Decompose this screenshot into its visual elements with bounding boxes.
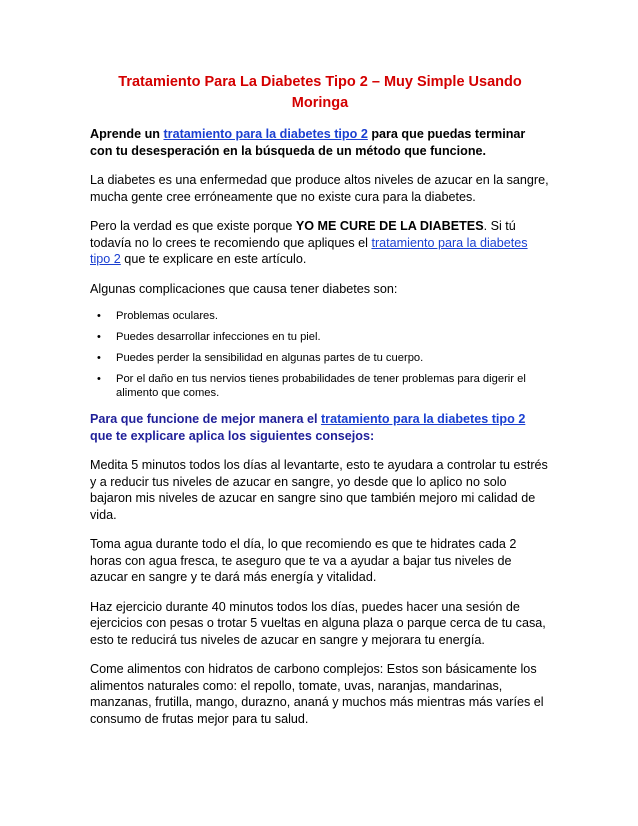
- tips-heading-after: que te explicare aplica los siguientes consejos:: [90, 428, 375, 443]
- cure-text-before: Pero la verdad es que existe porque: [90, 219, 296, 233]
- list-item-text: Puedes desarrollar infecciones en tu piel.: [116, 331, 321, 343]
- diabetes-definition-paragraph: La diabetes es una enfermedad que produce altos niveles de azucar en la sangre, mucha gente cree erróneamente que no existe cura para la diabetes.: [90, 173, 549, 204]
- list-item: [90, 309, 550, 323]
- tips-treatment-link[interactable]: tratamiento para la diabetes tipo 2: [320, 412, 526, 426]
- cure-text-middle: . Si tú todavía no lo crees te recomiendo que apliques el: [90, 219, 516, 250]
- document-page: [90, 72, 550, 740]
- complications-intro: Algunas complicaciones que causa tener diabetes son:: [90, 281, 398, 296]
- list-item-text: Problemas oculares.: [116, 310, 218, 322]
- list-item: [90, 372, 550, 400]
- intro-text-before: Aprende un: [90, 127, 164, 141]
- document-title: Tratamiento Para La Diabetes Tipo 2 – Muy Simple Usando Moringa: [118, 74, 522, 111]
- list-item-text: Puedes perder la sensibilidad en algunas partes de tu cuerpo.: [116, 352, 424, 364]
- tip-exercise-paragraph: Haz ejercicio durante 40 minutos todos los días, puedes hacer una sesión de ejercicios con pesas o trotar 5 vueltas en alguna plaza o parque cerca de tu casa, esto te reducirá tus niveles de azucar en sangre y mejorara tu energía.: [90, 599, 546, 647]
- bullet-icon: •: [97, 310, 101, 322]
- tip-food-paragraph: Come alimentos con hidratos de carbono complejos: Estos son básicamente los alimentos naturales como: el repollo, tomate, uvas, naranjas, mandarinas, manzanas, frutilla, mango, durazno, ananá y muchos más mientras más varíes el consumo de frutas mejor para tu salud.: [90, 662, 544, 726]
- bullet-icon: •: [97, 331, 101, 343]
- bullet-icon: •: [97, 352, 101, 364]
- intro-treatment-link[interactable]: tratamiento para la diabetes tipo 2: [163, 127, 368, 141]
- bullet-icon: •: [97, 373, 101, 385]
- list-item-text: Por el daño en tus nervios tienes probabilidades de tener problemas para digerir el alimento que comes.: [116, 373, 526, 399]
- list-item: [90, 330, 550, 344]
- intro-paragraph: [90, 126, 550, 159]
- intro-text-after: para que puedas terminar con tu desesperación en la búsqueda de un método que funcione.: [90, 127, 526, 158]
- cure-paragraph: [90, 218, 550, 268]
- cure-text-after: que te explicare en este artículo.: [120, 252, 307, 266]
- tips-heading: [90, 411, 550, 444]
- tip-meditate-paragraph: Medita 5 minutos todos los días al levantarte, esto te ayudara a controlar tu estrés y a reducir tus niveles de azucar en sangre, yo desde que lo aplico no solo bajaron mis niveles de azucar en sangre sino que también mejoro mi calidad de vida.: [90, 458, 548, 522]
- cure-treatment-link[interactable]: tratamiento para la diabetes tipo 2: [90, 235, 528, 266]
- cure-bold-statement: YO ME CURE DE LA DIABETES: [295, 219, 484, 233]
- tips-heading-before: Para que funcione de mejor manera el: [90, 412, 321, 426]
- tip-water-paragraph: Toma agua durante todo el día, lo que recomiendo es que te hidrates cada 2 horas con agua fresca, te aseguro que te va a ayudar a bajar tus niveles de azucar en sangre y te dará más energía y vitalidad.: [90, 537, 517, 584]
- list-item: [90, 351, 550, 365]
- complications-list: [90, 309, 550, 400]
